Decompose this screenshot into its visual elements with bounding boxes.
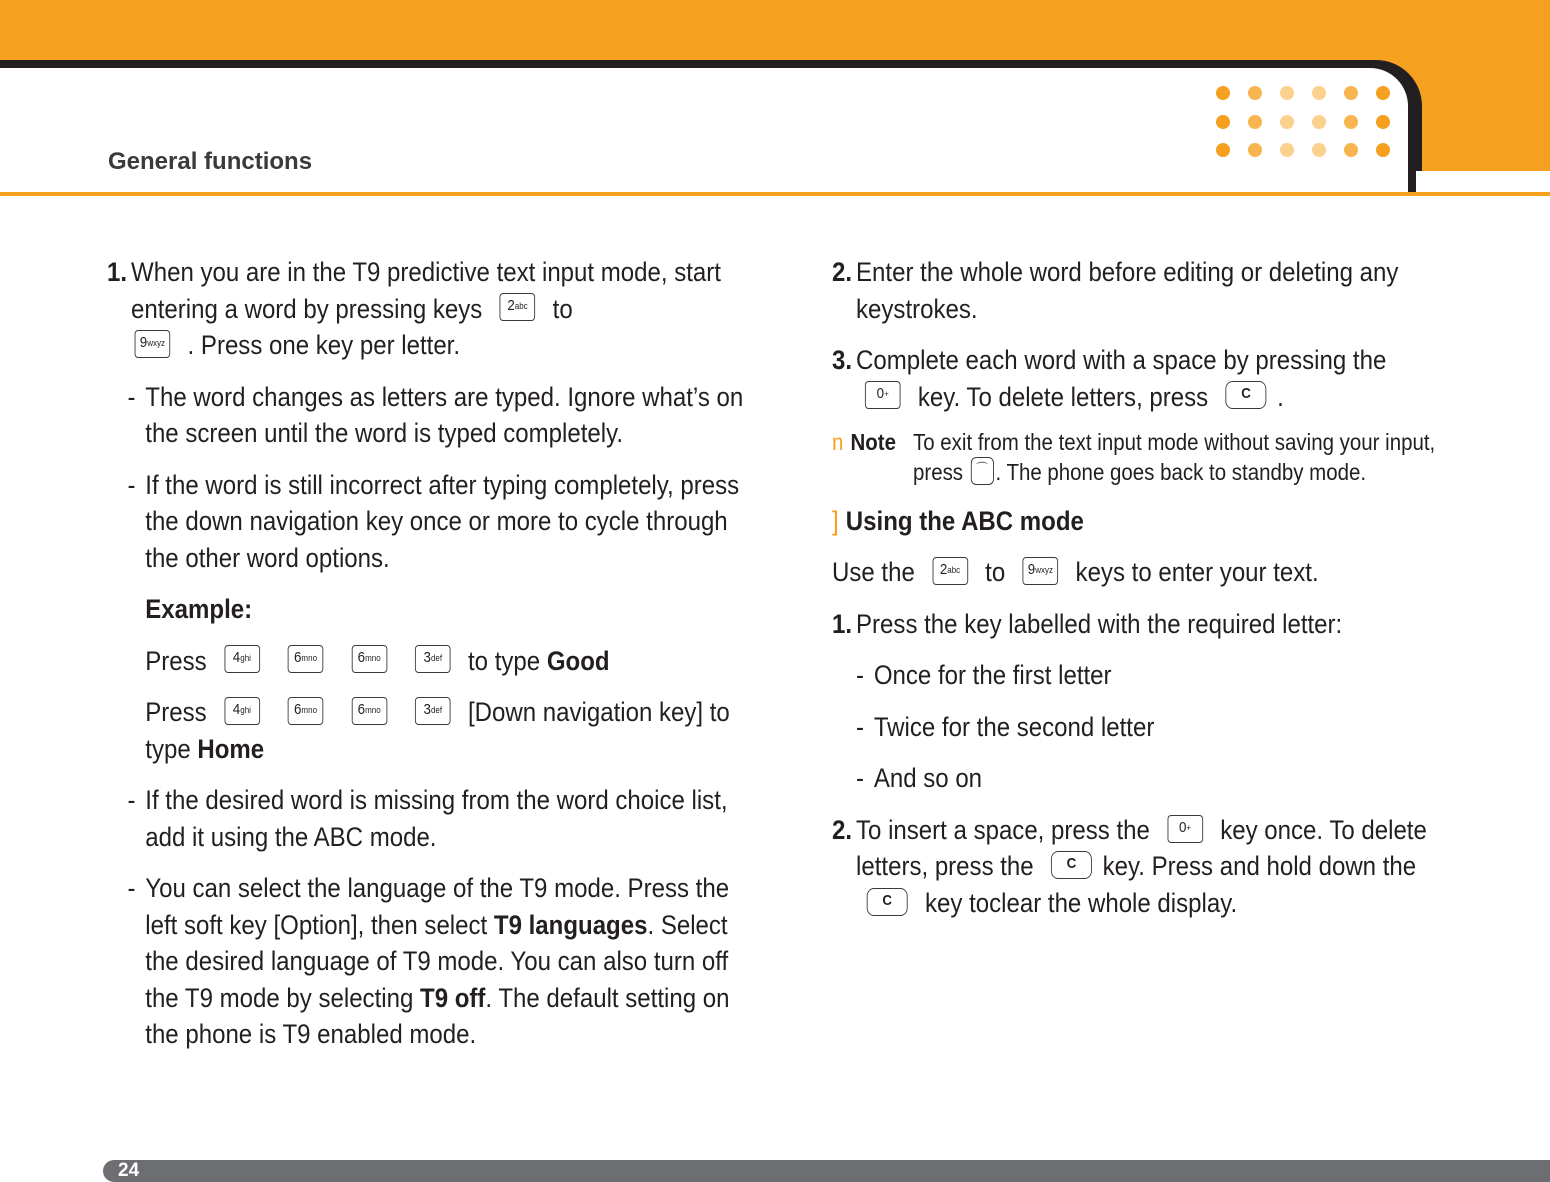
step-text-part: to [552,293,573,324]
key-0-icon: 0+ [865,381,901,409]
sub-item: - And so on [856,763,983,794]
step-text: Complete each word with a space by pressing the 0+ key. To delete letters, press C . [856,345,1387,412]
key-6-icon: $6^{mno}$ [288,645,324,673]
abc-step-2 [832,812,1473,922]
page-number: 24 [118,1160,140,1181]
step-number: 2. [832,814,853,845]
decorative-dot-grid [1216,86,1392,158]
example-label: Example: [145,594,253,624]
key-6-icon: $6^{mno}$ [351,645,387,673]
step-1 [107,254,748,364]
step-text: Enter the whole word before editing or deleting any keystrokes. [856,257,1399,324]
abc-step-1 [832,606,1473,643]
key-4-icon: $4^{ghi}$ [224,697,260,725]
key-3-icon: $3^{def}$ [415,697,451,725]
note-label: Note [850,429,897,455]
key-letters: wxyz [147,337,166,348]
note [832,427,1473,488]
step-number: 2. [832,257,853,287]
step-number: 1. [107,257,128,287]
page-title: General functions [108,148,313,175]
section-bullet-icon: ] [832,505,839,536]
left-column [107,254,748,1053]
bullet-item: - You can select the language of the T9 mode. Press the left soft key [Option], then select T9 languages. Select the desired language of T9 mode. You can also turn off the T9 mode by selecting T9 off. The default setting on the phone is T9 enabled mode. [127,870,747,1053]
end-key-icon: ⌒ [971,457,994,485]
bullet-item: - If the word is still incorrect after typing completely, press the down navigation key once or more to cycle through the other word options. [127,467,747,577]
right-column [832,254,1473,921]
key-0-icon: 0+ [1167,815,1203,843]
clear-key-icon: C [1226,381,1267,409]
abc-intro: Use the $2^{abc}$ to $9^{wxyz}$ keys to enter your text. [832,557,1319,588]
bullet-item: - If the desired word is missing from the word choice list, add it using the ABC mode. [127,782,747,855]
section-heading: ] Using the ABC mode [832,505,1084,536]
note-text: To exit from the text input mode without saving your input, press ⌒ . The phone goes back to standby mode. [912,429,1436,485]
step-text: To insert a space, press the 0+ key once. To delete letters, press the C key. Press and hold down the C key toclear the whole display. [856,814,1427,918]
key-num: 9 [139,333,148,351]
clear-key-icon: C [1051,851,1092,879]
bullet-text: If the word is still incorrect after typing completely, press the down navigation key once or more to cycle through the other word options. [145,469,740,573]
example-home: Press $4^{ghi}$ $6^{mno}$ $6^{mno}$ $3^{def}$ [Down navigation key] to type Home [145,697,730,764]
key-4-icon: $4^{ghi}$ [224,645,260,673]
bullet-text: If the desired word is missing from the word choice list, add it using the ABC mode. [145,785,728,852]
key-2-icon [500,293,536,321]
key-6-icon: $6^{mno}$ [288,697,324,725]
step-text-part: . Press one key per letter. [187,330,461,360]
note-bullet-icon: n [832,429,844,455]
step-text: Press the key labelled with the required letter: [856,608,1343,639]
key-2-icon: $2^{abc}$ [932,557,968,585]
key-num: 2 [507,297,515,315]
bullet-item: - The word changes as letters are typed. Ignore what’s on the screen until the word is typed completely. [127,379,747,452]
key-letters: abc [514,301,528,312]
key-9-icon [135,330,171,358]
clear-key-icon: C [867,888,908,916]
bullet-text: You can select the language of the T9 mode. Press the left soft key [Option], then select T9 languages. Select the desired language of T9 mode. You can also turn off the T9 mode by selecting T9 off. The default setting on the phone is T9 enabled mode. [145,873,730,1049]
header-divider [1416,171,1550,192]
step-text [131,254,748,364]
step-2 [832,254,1473,327]
step-number: 1. [832,608,853,639]
key-6-icon: $6^{mno}$ [351,697,387,725]
step-number: 3. [832,345,853,375]
sub-item: - Twice for the second letter [856,711,1155,742]
key-3-icon: $3^{def}$ [415,645,451,673]
key-9-icon: $9^{wxyz}$ [1023,557,1059,585]
footer-bar [103,1160,1550,1182]
bullet-text: The word changes as letters are typed. Ignore what’s on the screen until the word is typed completely. [145,381,744,448]
sub-item: - Once for the first letter [856,660,1112,691]
step-3 [832,342,1473,415]
step-text-part: When you are in the T9 predictive text input mode, start entering a word by pressing keys [131,257,721,324]
example-good: Press $4^{ghi}$ $6^{mno}$ $6^{mno}$ $3^{def}$ to type Good [145,645,610,676]
